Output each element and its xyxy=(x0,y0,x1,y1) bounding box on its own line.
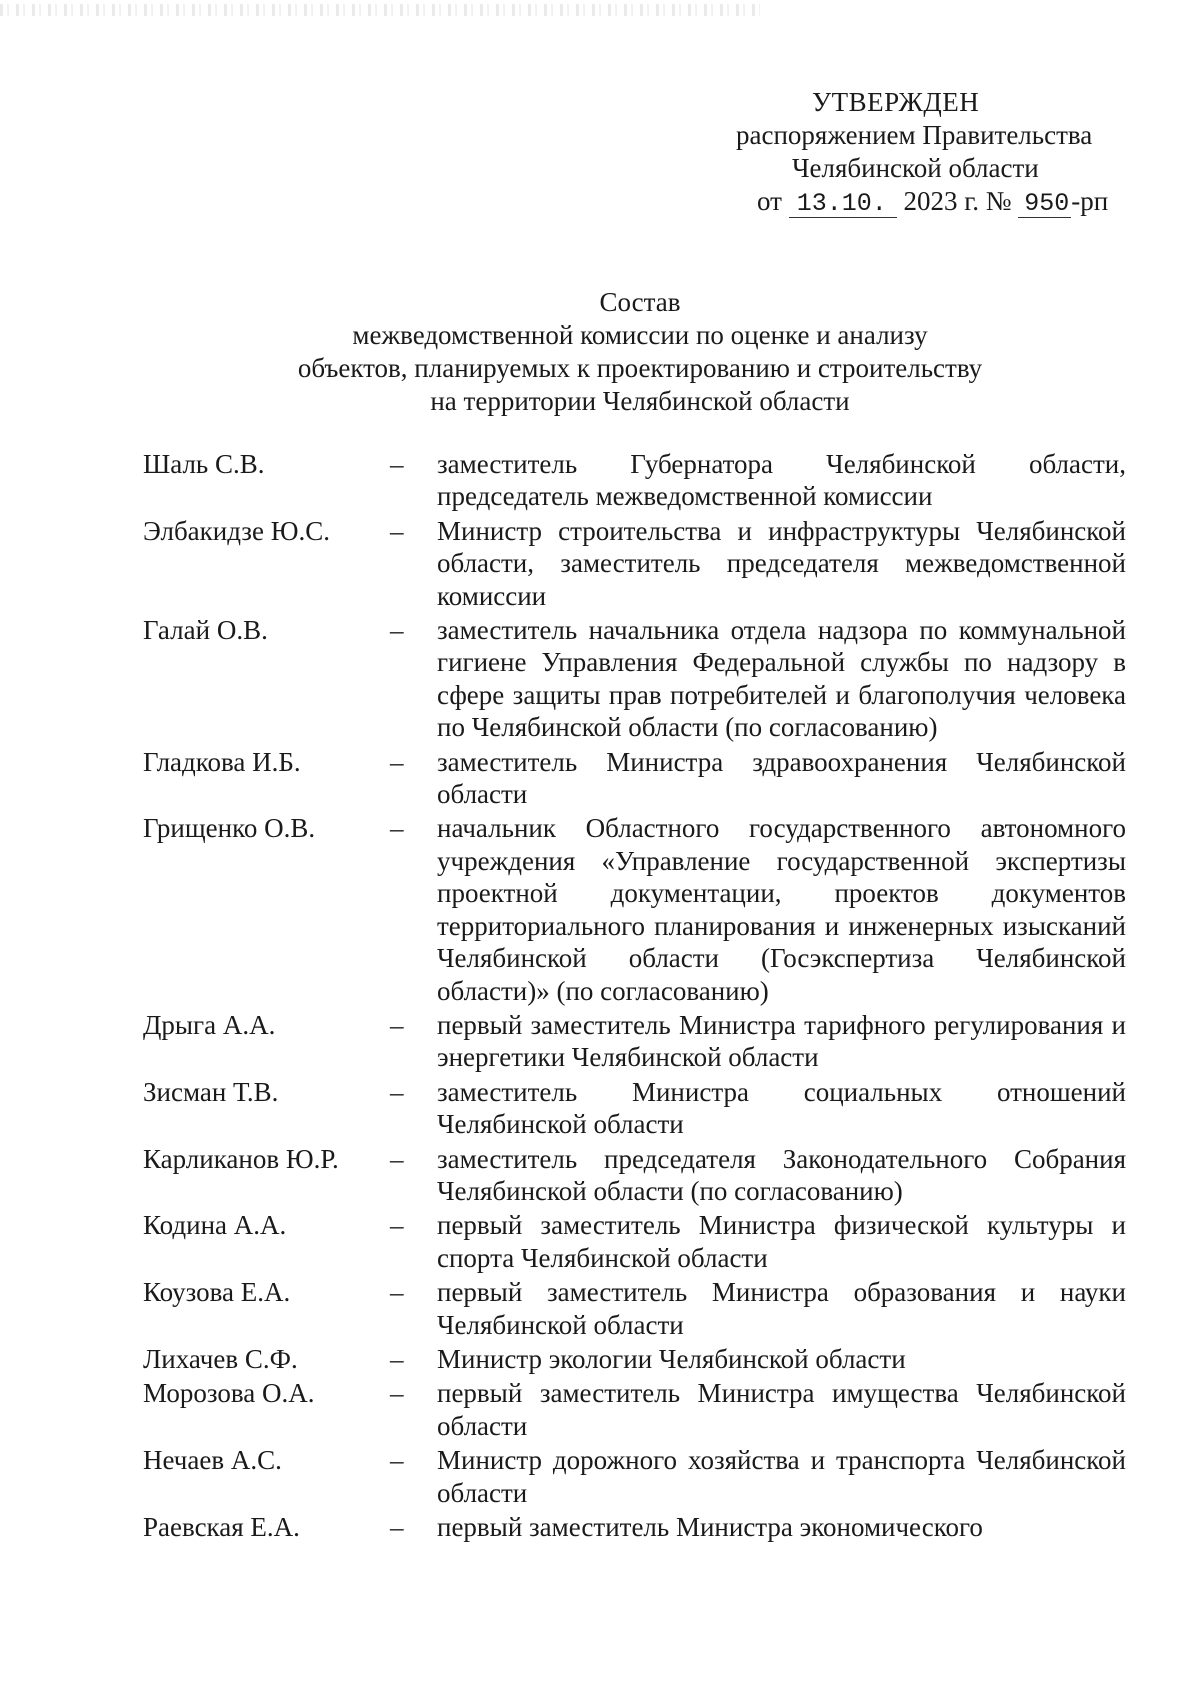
member-row xyxy=(143,746,1126,811)
heading-line-1: Состав xyxy=(599,287,681,317)
member-dash: – xyxy=(390,1009,404,1040)
member-role: Министр экологии Челябинской области xyxy=(437,1343,906,1374)
member-dash: – xyxy=(390,1143,404,1174)
member-role: первый заместитель Министра образования и науки Челябинской области xyxy=(437,1277,1126,1340)
heading-line-3: объектов, планируемых к проектированию и строительству xyxy=(297,353,983,383)
member-name: Шаль С.В. xyxy=(143,449,265,479)
member-role: заместитель начальника отдела надзора по коммунальной гигиене Управления Федеральной службы по надзору в сфере защиты прав потребителей и благополучия человека по Челябинской области (по согласованию) xyxy=(437,615,1126,743)
member-row xyxy=(143,515,1126,612)
member-role: заместитель Губернатора Челябинской области, председатель межведомственной комиссии xyxy=(437,449,1126,512)
member-name: Нечаев А.С. xyxy=(143,1445,282,1476)
member-role: заместитель председателя Законодательного Собрания Челябинской области (по согласованию) xyxy=(437,1143,1126,1206)
members-list xyxy=(143,448,1126,1545)
member-row xyxy=(143,1076,1126,1141)
member-row xyxy=(143,1209,1126,1274)
member-name: Раевская Е.А. xyxy=(143,1512,300,1542)
member-dash: – xyxy=(390,1277,404,1308)
heading-line-2: межведомственной комиссии по оценке и анализу xyxy=(352,320,928,350)
approval-number-suffix: -рп xyxy=(1071,186,1109,216)
member-row xyxy=(143,1343,1126,1375)
approval-number: 950 xyxy=(1018,191,1071,218)
member-name: Грищенко О.В. xyxy=(143,813,316,844)
approval-title: УТВЕРЖДЕН xyxy=(812,87,980,117)
document-heading xyxy=(150,286,1130,418)
member-row xyxy=(143,614,1126,744)
approval-stamp xyxy=(700,86,1140,218)
member-name: Кодина А.А. xyxy=(143,1210,287,1241)
member-dash: – xyxy=(390,1343,404,1374)
member-row xyxy=(143,1009,1126,1074)
member-dash: – xyxy=(390,515,404,546)
member-name: Дрыга А.А. xyxy=(143,1009,276,1040)
member-name: Галай О.В. xyxy=(143,615,268,646)
member-dash: – xyxy=(390,813,404,844)
member-dash: – xyxy=(390,1210,404,1241)
member-role: заместитель Министра социальных отношений Челябинской области xyxy=(437,1076,1126,1140)
approval-date-line xyxy=(700,185,1140,218)
member-role: первый заместитель Министра экономического xyxy=(437,1512,983,1542)
member-row xyxy=(143,1444,1126,1509)
member-row xyxy=(143,1511,1126,1543)
member-role: Министр дорожного хозяйства и транспорта Челябинской области xyxy=(437,1445,1126,1508)
member-row xyxy=(143,1377,1126,1442)
date-prefix: от xyxy=(757,186,782,216)
member-name: Карликанов Ю.Р. xyxy=(143,1143,339,1174)
member-name: Морозова О.А. xyxy=(143,1378,315,1409)
approval-by: распоряжением Правительства xyxy=(736,120,1093,150)
member-name: Гладкова И.Б. xyxy=(143,746,301,777)
approval-region: Челябинской области xyxy=(792,153,1039,183)
member-role: заместитель Министра здравоохранения Челябинской области xyxy=(437,746,1126,810)
member-dash: – xyxy=(390,449,404,479)
member-role: первый заместитель Министра тарифного регулирования и энергетики Челябинской области xyxy=(437,1009,1126,1073)
approval-year: 2023 г. № xyxy=(903,186,1012,216)
member-name: Лихачев С.Ф. xyxy=(143,1343,298,1374)
member-row xyxy=(143,1143,1126,1208)
approval-date: 13.10. xyxy=(789,191,897,218)
member-dash: – xyxy=(390,615,404,646)
member-role: Министр строительства и инфраструктуры Челябинской области, заместитель председателя межведомственной комиссии xyxy=(437,515,1126,611)
member-row xyxy=(143,812,1126,1006)
heading-line-4: на территории Челябинской области xyxy=(430,386,850,416)
member-name: Зисман Т.В. xyxy=(143,1076,279,1107)
member-dash: – xyxy=(390,746,404,777)
member-row xyxy=(143,1276,1126,1341)
member-dash: – xyxy=(390,1512,404,1542)
member-dash: – xyxy=(390,1445,404,1476)
member-name: Элбакидзе Ю.С. xyxy=(143,515,330,546)
member-dash: – xyxy=(390,1378,404,1409)
scan-artifact xyxy=(0,4,760,16)
member-role: начальник Областного государственного автономного учреждения «Управление государственной экспертизы проектной документации, проектов документов территориального планирования и инженерных изысканий Челябинской области (Госэкспертиза Челябинской области)» (по согласованию) xyxy=(437,813,1126,1006)
member-row xyxy=(143,448,1126,513)
member-role: первый заместитель Министра физической культуры и спорта Челябинской области xyxy=(437,1210,1126,1273)
member-dash: – xyxy=(390,1076,404,1107)
member-name: Коузова Е.А. xyxy=(143,1277,291,1308)
member-role: первый заместитель Министра имущества Челябинской области xyxy=(437,1378,1126,1441)
